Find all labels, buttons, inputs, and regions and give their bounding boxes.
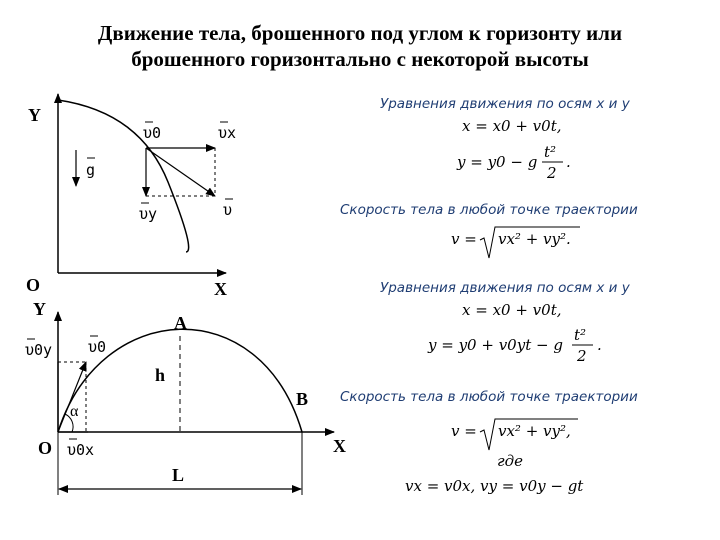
bottom-v0y-label: υ0y [25,341,53,359]
eq-bottom-components: vx = v0x, vy = v0y − gt [405,477,584,495]
bottom-alpha-label: α [70,403,79,420]
eq-bottom-x: x = x0 + v0t, [462,301,562,319]
eq-top-x: x = x0 + v0t, [462,117,562,135]
title-line-2: брошенного горизонтально с некоторой высоты [131,47,589,71]
eq-top-period: . [566,153,571,171]
bottom-apex-label: A [174,313,187,333]
equations-bottom [340,280,638,495]
eq-bottom-y-left: y = y0 + v0yt − g [428,336,563,354]
top-vx-label: υx [218,124,237,142]
bottom-L-arrow-left [58,485,68,493]
bottom-h-label: h [155,365,166,385]
eq-bottom-den: 2 [577,347,587,365]
horizontal-throw-diagram [26,94,236,299]
top-g-label: g [86,161,96,179]
eq-top-den: 2 [547,164,557,182]
eq-top-y-left: y = y0 − g [457,153,538,171]
equations-top [340,96,638,258]
eq-top-caption-2: Скорость тела в любой точке траектории [340,202,638,218]
bottom-x-label: X [333,436,346,456]
eq-bottom-t2: t² [574,326,587,344]
top-origin-label: O [26,275,41,295]
bottom-v0x-label: υ0x [67,441,95,459]
bottom-v0-label: υ0 [88,338,107,356]
eq-bottom-caption-1: Уравнения движения по осям x и y [380,280,630,296]
bottom-y-label: Y [33,299,46,319]
top-trajectory [58,100,189,252]
eq-bottom-caption-2: Скорость тела в любой точке траектории [340,389,638,405]
top-y-label: Y [28,105,41,125]
top-v-label: υ [223,201,233,219]
title-line-1: Движение тела, брошенного под углом к горизонту или [97,21,623,45]
top-v-vector [146,148,215,196]
eq-top-t2: t² [544,143,557,161]
bottom-L-arrow-right [292,485,302,493]
bottom-end-label: B [296,389,309,409]
eq-bottom-v-left: v = [451,422,477,440]
eq-bottom-where: где [497,452,523,470]
top-v0-label: υ0 [143,124,162,142]
bottom-L-label: L [172,465,185,485]
eq-bottom-period: . [597,336,602,354]
eq-bottom-v-rad: vx² + vy², [498,422,571,440]
top-x-label: X [214,279,227,299]
eq-top-caption-1: Уравнения движения по осям x и y [380,96,630,112]
eq-top-v-rad: vx² + vy². [498,230,571,248]
eq-top-v-left: v = [451,230,477,248]
top-vy-label: υy [139,205,158,223]
bottom-origin-label: O [38,438,53,458]
angled-throw-diagram [25,299,346,495]
